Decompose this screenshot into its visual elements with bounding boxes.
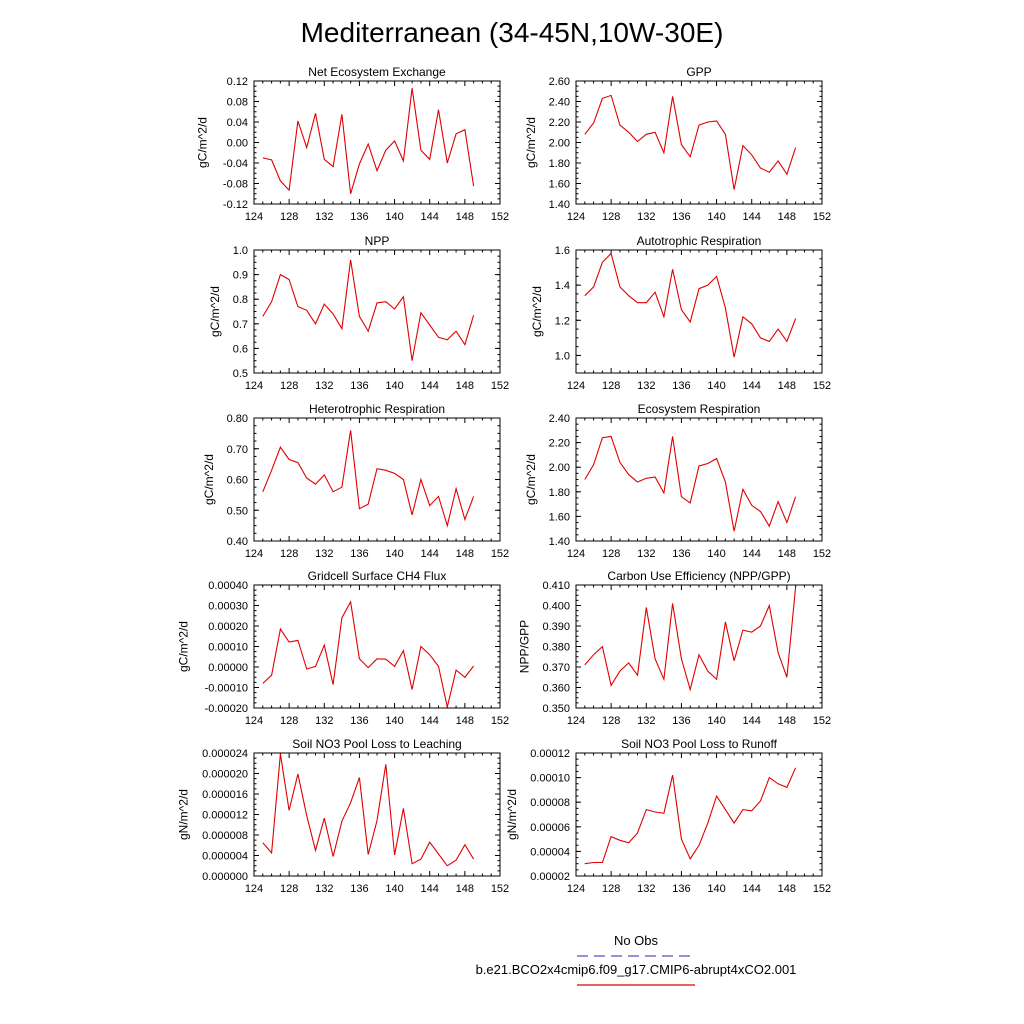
x-tick-label: 128 bbox=[279, 380, 299, 392]
x-tick-label: 136 bbox=[672, 548, 691, 560]
x-tick-label: 136 bbox=[350, 883, 369, 895]
y-axis-label: gC/m^2/d bbox=[208, 286, 223, 337]
x-tick-label: 148 bbox=[455, 715, 475, 727]
y-axis-label: gC/m^2/d bbox=[530, 286, 545, 337]
panel-4 bbox=[530, 234, 831, 392]
x-tick-label: 128 bbox=[279, 548, 299, 560]
x-tick-label: 148 bbox=[777, 548, 797, 560]
panel-9 bbox=[177, 737, 510, 895]
x-tick-label: 128 bbox=[601, 380, 621, 392]
y-tick-label: 0.00012 bbox=[530, 748, 570, 760]
x-tick-label: 132 bbox=[315, 883, 334, 895]
y-tick-label: 0.400 bbox=[542, 600, 570, 613]
y-tick-label: -0.00020 bbox=[204, 703, 248, 715]
x-tick-label: 140 bbox=[707, 548, 726, 560]
y-tick-label: 0.8 bbox=[232, 294, 248, 307]
panel-title: Soil NO3 Pool Loss to Leaching bbox=[292, 737, 462, 751]
x-tick-label: 152 bbox=[490, 380, 510, 392]
y-tick-label: 0.000020 bbox=[202, 768, 248, 781]
y-tick-label: 0.00002 bbox=[530, 871, 570, 883]
x-tick-label: 136 bbox=[672, 380, 691, 392]
x-tick-label: 148 bbox=[777, 883, 797, 895]
y-tick-label: 1.60 bbox=[548, 511, 570, 524]
plot-frame bbox=[254, 753, 500, 876]
x-tick-label: 148 bbox=[455, 883, 475, 895]
y-tick-label: 0.60 bbox=[226, 474, 248, 487]
x-tick-label: 148 bbox=[455, 548, 475, 560]
x-tick-label: 128 bbox=[279, 211, 299, 223]
panels bbox=[177, 65, 832, 895]
y-tick-label: 1.40 bbox=[548, 536, 570, 548]
x-tick-label: 136 bbox=[350, 380, 369, 392]
x-tick-label: 152 bbox=[490, 211, 510, 223]
y-tick-label: 2.00 bbox=[548, 462, 570, 475]
series-line bbox=[263, 754, 474, 866]
x-tick-label: 144 bbox=[742, 883, 761, 895]
y-tick-label: 2.60 bbox=[548, 76, 570, 88]
y-tick-label: -0.00010 bbox=[204, 682, 248, 695]
y-tick-label: 0.00004 bbox=[530, 846, 570, 859]
panel-title: GPP bbox=[686, 65, 712, 79]
panel-10 bbox=[505, 737, 831, 895]
x-tick-label: 136 bbox=[350, 548, 369, 560]
x-tick-label: 144 bbox=[420, 883, 439, 895]
plot-frame bbox=[254, 585, 500, 708]
x-tick-label: 152 bbox=[812, 715, 832, 727]
x-tick-label: 124 bbox=[244, 211, 264, 223]
x-tick-label: 140 bbox=[707, 211, 726, 223]
y-tick-label: 0.7 bbox=[232, 318, 248, 331]
y-tick-label: 2.40 bbox=[548, 413, 570, 425]
x-tick-label: 140 bbox=[385, 715, 404, 727]
x-tick-label: 128 bbox=[601, 715, 621, 727]
x-tick-label: 140 bbox=[385, 548, 404, 560]
series-line bbox=[263, 88, 474, 194]
panel-title: Heterotrophic Respiration bbox=[308, 402, 446, 416]
panel-title: Carbon Use Efficiency (NPP/GPP) bbox=[607, 569, 791, 583]
x-tick-label: 140 bbox=[707, 715, 726, 727]
y-tick-label: 0.360 bbox=[542, 682, 570, 695]
y-tick-label: 0.00008 bbox=[530, 797, 570, 810]
panel-title: Autotrophic Respiration bbox=[636, 234, 762, 248]
x-tick-label: 136 bbox=[672, 211, 691, 223]
y-tick-label: 0.6 bbox=[232, 343, 248, 356]
series-line bbox=[585, 587, 796, 690]
panel-2 bbox=[524, 65, 831, 223]
x-tick-label: 152 bbox=[490, 715, 510, 727]
series-line bbox=[263, 430, 474, 525]
y-tick-label: 0.00000 bbox=[208, 662, 248, 674]
x-tick-label: 144 bbox=[742, 548, 761, 560]
series-line bbox=[263, 602, 474, 707]
x-tick-label: 144 bbox=[742, 211, 761, 223]
y-tick-label: 1.80 bbox=[548, 486, 570, 499]
x-tick-label: 152 bbox=[490, 883, 510, 895]
y-axis-label: gN/m^2/d bbox=[176, 789, 191, 840]
y-axis-label: gC/m^2/d bbox=[523, 454, 538, 505]
panel-title: Ecosystem Respiration bbox=[637, 402, 761, 416]
panel-3 bbox=[208, 234, 509, 392]
x-tick-label: 148 bbox=[777, 715, 797, 727]
y-axis-label: gC/m^2/d bbox=[195, 117, 210, 168]
y-tick-label: 1.4 bbox=[554, 280, 570, 293]
x-tick-label: 148 bbox=[777, 211, 797, 223]
y-tick-label: 1.60 bbox=[548, 178, 570, 191]
x-tick-label: 144 bbox=[420, 211, 439, 223]
x-tick-label: 144 bbox=[742, 715, 761, 727]
y-tick-label: 0.40 bbox=[226, 536, 248, 548]
x-tick-label: 152 bbox=[490, 548, 510, 560]
y-tick-label: 0.000008 bbox=[202, 830, 248, 842]
legend-label-run: b.e21.BCO2x4cmip6.f09_g17.CMIP6-abrupt4xCO2.001 bbox=[475, 962, 797, 977]
x-tick-label: 144 bbox=[420, 715, 439, 727]
x-tick-label: 124 bbox=[566, 883, 586, 895]
x-tick-label: 136 bbox=[350, 715, 369, 727]
y-tick-label: 0.000004 bbox=[202, 850, 248, 863]
x-tick-label: 132 bbox=[315, 211, 334, 223]
series-line bbox=[585, 95, 796, 189]
y-tick-label: 0.000024 bbox=[202, 748, 248, 760]
y-tick-label: 0.00030 bbox=[208, 600, 248, 613]
x-tick-label: 136 bbox=[672, 883, 691, 895]
y-tick-label: 0.00010 bbox=[530, 772, 570, 785]
x-tick-label: 136 bbox=[672, 715, 691, 727]
plot-frame bbox=[254, 418, 500, 541]
y-tick-label: 1.2 bbox=[554, 315, 570, 328]
x-tick-label: 132 bbox=[315, 380, 334, 392]
y-axis-label: gC/m^2/d bbox=[523, 117, 538, 168]
plot-frame bbox=[576, 753, 822, 876]
y-tick-label: 0.00 bbox=[226, 137, 248, 150]
x-tick-label: 148 bbox=[455, 211, 475, 223]
x-tick-label: 132 bbox=[637, 380, 656, 392]
x-tick-label: 132 bbox=[637, 715, 656, 727]
y-tick-label: 0.9 bbox=[232, 269, 248, 282]
y-tick-label: 0.00040 bbox=[208, 580, 248, 592]
y-tick-label: -0.12 bbox=[222, 199, 248, 211]
series-line bbox=[585, 254, 796, 358]
y-tick-label: 2.20 bbox=[548, 117, 570, 129]
x-tick-label: 124 bbox=[244, 715, 264, 727]
y-tick-label: 0.12 bbox=[226, 76, 248, 88]
x-tick-label: 124 bbox=[244, 883, 264, 895]
y-tick-label: 0.00010 bbox=[208, 641, 248, 654]
y-tick-label: 1.40 bbox=[548, 199, 570, 211]
y-tick-label: 1.0 bbox=[232, 245, 248, 257]
x-tick-label: 124 bbox=[566, 548, 586, 560]
y-tick-label: 1.80 bbox=[548, 158, 570, 170]
y-tick-label: 0.04 bbox=[226, 117, 248, 129]
y-tick-label: 0.70 bbox=[226, 443, 248, 456]
x-tick-label: 140 bbox=[385, 883, 404, 895]
x-tick-label: 144 bbox=[420, 548, 439, 560]
plot-frame bbox=[254, 81, 500, 204]
y-tick-label: 0.50 bbox=[226, 505, 248, 518]
panel-5 bbox=[202, 402, 509, 560]
x-tick-label: 124 bbox=[566, 211, 586, 223]
y-tick-label: 0.370 bbox=[542, 662, 570, 674]
x-tick-label: 144 bbox=[742, 380, 761, 392]
series-line bbox=[585, 768, 796, 864]
plot-frame bbox=[576, 81, 822, 204]
y-tick-label: 2.00 bbox=[548, 137, 570, 150]
y-tick-label: 1.6 bbox=[554, 245, 570, 257]
y-tick-label: 2.20 bbox=[548, 437, 570, 450]
x-tick-label: 124 bbox=[244, 548, 264, 560]
x-tick-label: 144 bbox=[420, 380, 439, 392]
y-tick-label: 0.390 bbox=[542, 621, 570, 633]
series-line bbox=[263, 260, 474, 361]
y-tick-label: 0.000012 bbox=[202, 809, 248, 822]
plot-frame bbox=[576, 418, 822, 541]
panel-title: Soil NO3 Pool Loss to Runoff bbox=[621, 737, 777, 751]
panel-title: Gridcell Surface CH4 Flux bbox=[307, 569, 447, 583]
y-tick-label: 0.08 bbox=[226, 96, 248, 109]
panel-7 bbox=[177, 569, 510, 727]
y-tick-label: 0.350 bbox=[542, 703, 570, 715]
legend bbox=[476, 933, 797, 985]
y-tick-label: 0.410 bbox=[542, 580, 570, 592]
y-tick-label: 2.40 bbox=[548, 96, 570, 109]
x-tick-label: 140 bbox=[707, 380, 726, 392]
legend-label-no-obs: No Obs bbox=[613, 933, 659, 948]
y-tick-label: 1.0 bbox=[554, 350, 570, 363]
panel-8 bbox=[518, 569, 832, 727]
y-tick-label: 0.000016 bbox=[202, 789, 248, 801]
x-tick-label: 148 bbox=[777, 380, 797, 392]
plot-frame bbox=[576, 250, 822, 373]
y-tick-label: -0.04 bbox=[222, 158, 248, 170]
x-tick-label: 140 bbox=[385, 380, 404, 392]
x-tick-label: 152 bbox=[812, 380, 832, 392]
panel-title: Net Ecosystem Exchange bbox=[308, 65, 446, 79]
series-line bbox=[585, 436, 796, 531]
x-tick-label: 128 bbox=[601, 883, 621, 895]
y-axis-label: gN/m^2/d bbox=[504, 789, 519, 840]
x-tick-label: 140 bbox=[707, 883, 726, 895]
x-tick-label: 132 bbox=[315, 548, 334, 560]
x-tick-label: 140 bbox=[385, 211, 404, 223]
y-tick-label: 0.80 bbox=[226, 413, 248, 425]
y-axis-label: NPP/GPP bbox=[517, 619, 532, 674]
y-tick-label: 0.00020 bbox=[208, 621, 248, 633]
x-tick-label: 132 bbox=[637, 211, 656, 223]
panel-1 bbox=[196, 65, 510, 223]
y-tick-label: 0.5 bbox=[232, 368, 248, 380]
plot-frame bbox=[254, 250, 500, 373]
y-tick-label: 0.380 bbox=[542, 641, 570, 654]
plot-frame bbox=[576, 585, 822, 708]
x-tick-label: 124 bbox=[566, 715, 586, 727]
panel-title: NPP bbox=[364, 234, 390, 248]
x-tick-label: 136 bbox=[350, 211, 369, 223]
x-tick-label: 132 bbox=[637, 883, 656, 895]
x-tick-label: 152 bbox=[812, 548, 832, 560]
x-tick-label: 132 bbox=[315, 715, 334, 727]
x-tick-label: 128 bbox=[279, 883, 299, 895]
y-axis-label: gC/m^2/d bbox=[201, 454, 216, 505]
y-axis-label: gC/m^2/d bbox=[176, 621, 191, 672]
figure-title: Mediterranean (34-45N,10W-30E) bbox=[300, 17, 724, 48]
x-tick-label: 148 bbox=[455, 380, 475, 392]
x-tick-label: 152 bbox=[812, 883, 832, 895]
y-tick-label: -0.08 bbox=[222, 178, 248, 191]
x-tick-label: 128 bbox=[601, 548, 621, 560]
x-tick-label: 128 bbox=[279, 715, 299, 727]
x-tick-label: 124 bbox=[566, 380, 586, 392]
y-tick-label: 0.00006 bbox=[530, 821, 570, 834]
x-tick-label: 124 bbox=[244, 380, 264, 392]
y-tick-label: 0.000000 bbox=[202, 871, 248, 883]
panel-6 bbox=[524, 402, 831, 560]
x-tick-label: 132 bbox=[637, 548, 656, 560]
x-tick-label: 152 bbox=[812, 211, 832, 223]
x-tick-label: 128 bbox=[601, 211, 621, 223]
